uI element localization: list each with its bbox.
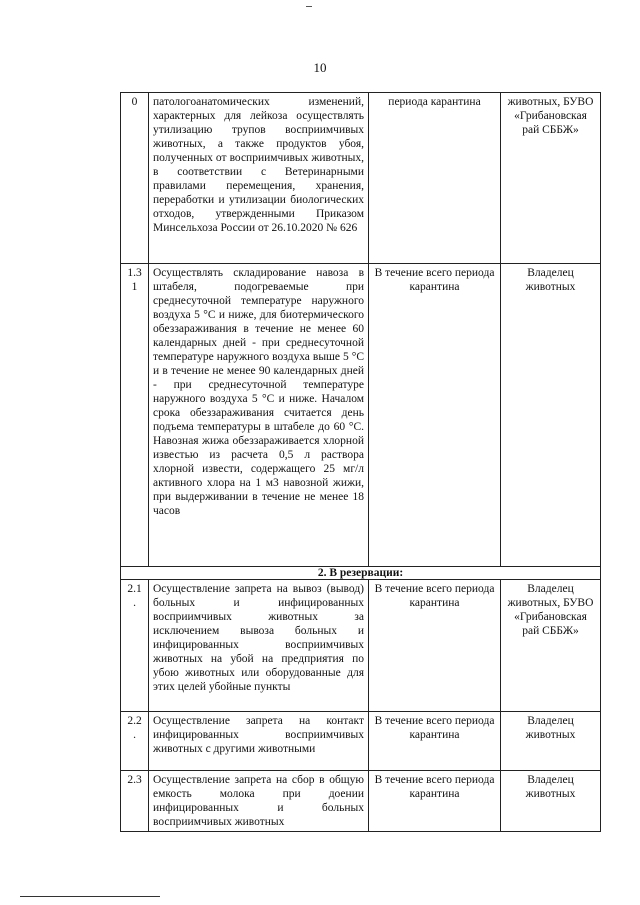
term-text: В течение всего периода карантина — [369, 580, 501, 712]
table-row — [121, 712, 601, 771]
responsible-text: Владелец животных, БУВО «Грибановская рай СББЖ» — [501, 580, 601, 712]
responsible-text: Владелец животных — [501, 712, 601, 771]
responsible-text: Владелец животных — [501, 264, 601, 567]
responsible-text: Владелец животных — [501, 771, 601, 832]
measures-table — [120, 92, 601, 832]
table-row — [121, 93, 601, 264]
section-heading-row — [121, 567, 601, 580]
footnote-divider — [20, 896, 160, 897]
row-number: 1.3 1 — [121, 264, 149, 567]
table-row — [121, 771, 601, 832]
measure-text: Осуществление запрета на контакт инфицированных восприимчивых животных с другими животными — [149, 712, 369, 771]
responsible-text: животных, БУВО «Грибановская рай СББЖ» — [501, 93, 601, 264]
row-number: 0 — [121, 93, 149, 264]
term-text: В течение всего периода карантина — [369, 771, 501, 832]
row-number: 2.3 — [121, 771, 149, 832]
term-text: периода карантина — [369, 93, 501, 264]
measure-text: Осуществление запрета на сбор в общую емкость молока при доении инфицированных и больных восприимчивых животных — [149, 771, 369, 832]
measure-text: патологоанатомических изменений, характерных для лейкоза осуществлять утилизацию трупов восприимчивых животных, а также продуктов убоя, полученных от восприимчивых животных, в соответствии с Ветеринарными правилами перемещения, хранения, переработки и утилизации биологических отходов, утвержденными Приказом Минсельхоза России от 26.10.2020 № 626 — [149, 93, 369, 264]
measure-text: Осуществлять складирование навоза в штабеля, подогреваемые при среднесуточной температуре наружного воздуха 5 °С и ниже, для биотермического обеззараживания в течение не менее 60 календарных дней - при среднесуточной температуре наружного воздуха выше 5 °С и в течение не менее 90 календарных дней - при среднесуточной температуре наружного воздуха 5 °С и ниже. Началом срока обеззараживания считается день подъема температуры в штабеле до 60 °С. Навозная жижа обеззараживается хлорной известью из расчета 0,5 л раствора хлорной извести, содержащего 25 мг/л активного хлора на 1 м3 навозной жижи, при выдерживании в течение не менее 18 часов — [149, 264, 369, 567]
section-heading: 2. В резервации: — [121, 567, 601, 580]
term-text: В течение всего периода карантина — [369, 712, 501, 771]
row-number: 2.2 . — [121, 712, 149, 771]
row-number: 2.1 . — [121, 580, 149, 712]
page-number: 10 — [313, 60, 327, 75]
table-row — [121, 264, 601, 567]
term-text: В течение всего периода карантина — [369, 264, 501, 567]
scan-mark — [306, 6, 312, 7]
table-row — [121, 580, 601, 712]
measure-text: Осуществление запрета на вывоз (вывод) больных и инфицированных восприимчивых животных за исключением вывоза больных и инфицированных восприимчивых животных на убой на предприятия по убою животных или оборудованные для этих целей убойные пункты — [149, 580, 369, 712]
